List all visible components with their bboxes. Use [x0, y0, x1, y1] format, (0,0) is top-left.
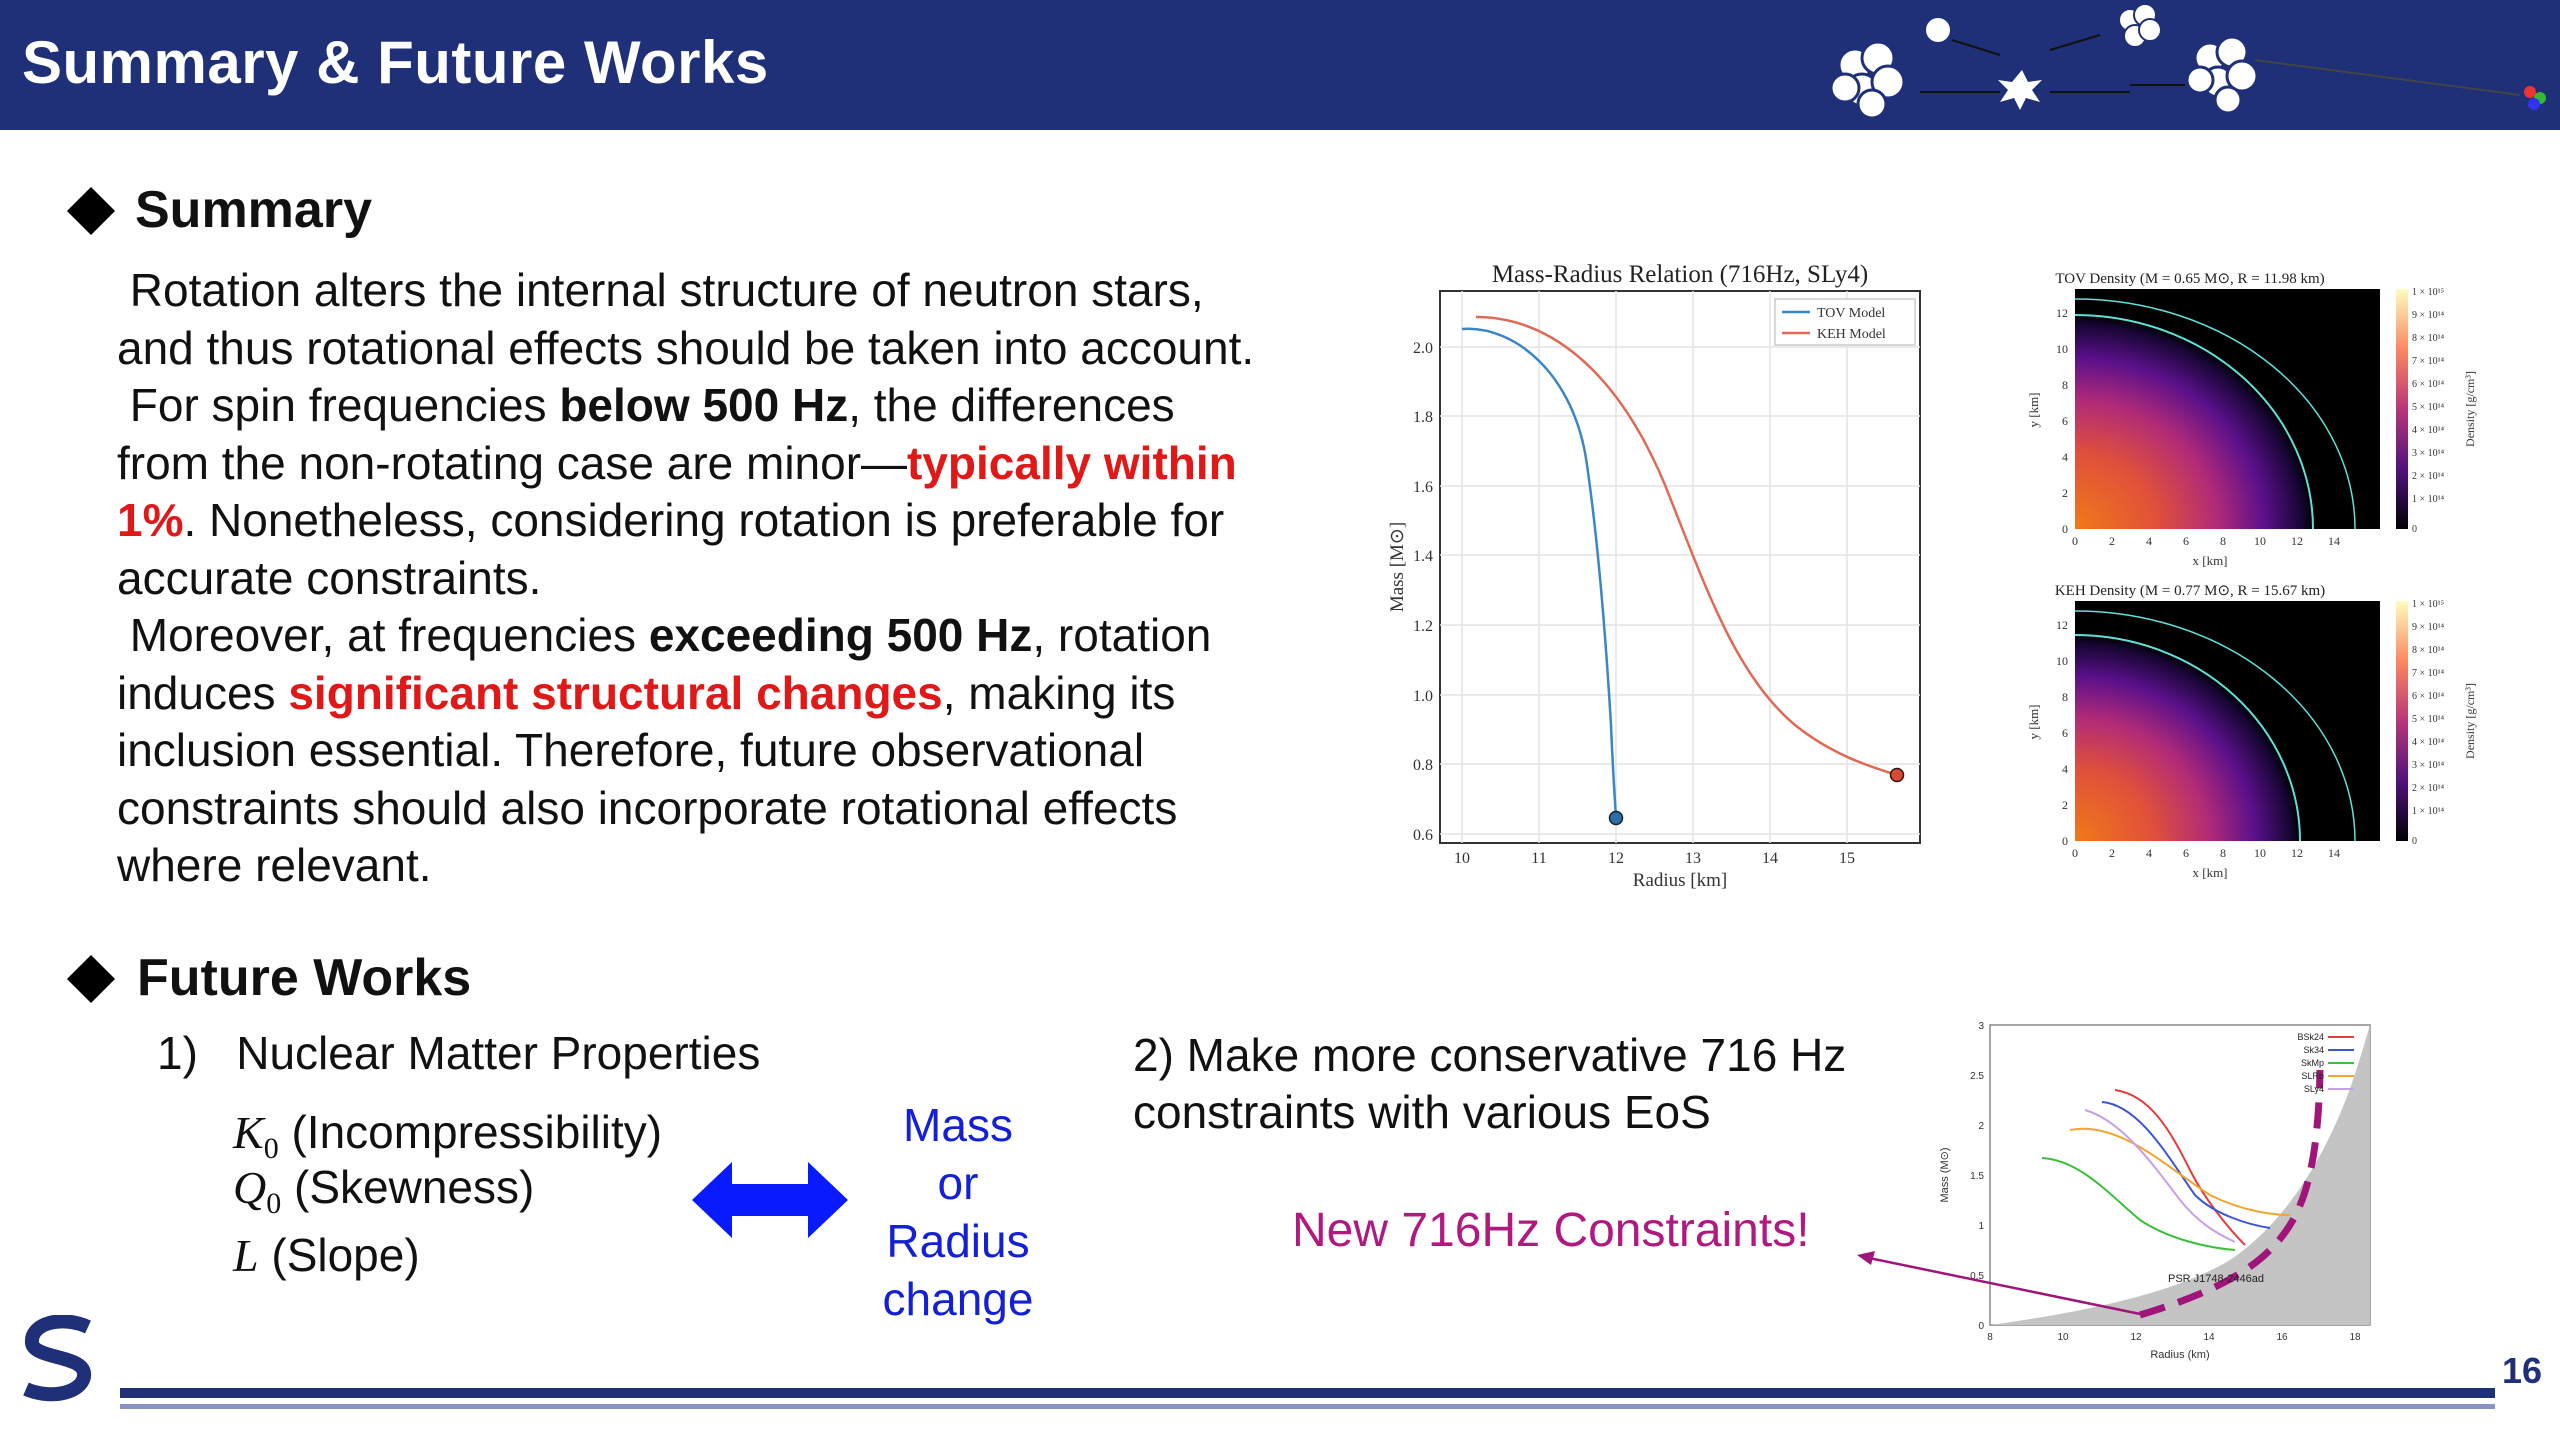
keh-xtick: 14	[2328, 846, 2340, 860]
tov-xtick: 2	[2109, 534, 2115, 548]
mr-ytick: 0.8	[1413, 757, 1433, 774]
mr-xlabel: Radius [km]	[1632, 870, 1728, 891]
tov-colorbar	[2396, 289, 2408, 529]
tov-ytick: 0	[2062, 522, 2068, 536]
tov-cbar-tick: 8 × 10¹⁴	[2412, 333, 2445, 344]
keh-xtick: 2	[2109, 846, 2115, 860]
new-constraints-label: New 716Hz Constraints!	[1292, 1204, 1810, 1257]
summary-line: where relevant.	[117, 839, 432, 891]
text-run: Moreover, at frequencies	[117, 609, 649, 661]
eos-legend-label: SkMp	[2300, 1058, 2324, 1068]
text-run: from the non-rotating case are minor—	[117, 436, 908, 489]
eos-ytick: 1.5	[1970, 1171, 1984, 1182]
eos-ytick: 0	[1978, 1321, 1984, 1332]
keh-ytick: 12	[2056, 618, 2068, 632]
mr-chart-title: Mass-Radius Relation (716Hz, SLy4)	[1491, 261, 1869, 288]
text-run: induces	[117, 666, 289, 719]
keh-cbar-tick: 8 × 10¹⁴	[2412, 645, 2445, 656]
eos-ytick: 2.5	[1970, 1071, 1984, 1082]
nuclear-reaction-illustration	[1800, 0, 2560, 130]
tov-cbar-tick: 2 × 10¹⁴	[2412, 471, 2445, 482]
tov-cbar-tick: 9 × 10¹⁴	[2412, 310, 2445, 321]
mr-ytick: 1.0	[1413, 688, 1433, 705]
keh-xtick: 10	[2254, 846, 2266, 860]
future-item-2-line2: constraints with various EoS	[1133, 1086, 1711, 1138]
keh-colorbar	[2396, 601, 2408, 841]
keh-cbar-tick: 1 × 10¹⁵	[2412, 599, 2445, 610]
eos-ytick: 1	[1978, 1221, 1984, 1232]
text-run: , making its	[942, 666, 1176, 719]
tov-xtick: 10	[2254, 534, 2266, 548]
keh-ytick: 2	[2062, 798, 2068, 812]
eos-xtick: 12	[2130, 1332, 2142, 1343]
mr-ytick: 1.8	[1413, 409, 1433, 426]
k0-label: (Incompressibility)	[278, 1106, 663, 1158]
mr-legend-tov: TOV Model	[1817, 306, 1886, 321]
k0-line	[233, 1105, 662, 1166]
eos-xtick: 16	[2276, 1332, 2288, 1343]
tov-ytick: 6	[2062, 414, 2068, 428]
future-item-1: 1) Nuclear Matter Properties	[157, 1027, 761, 1079]
summary-line: constraints should also incorporate rotational effects	[117, 781, 1178, 834]
mr-ytick: 0.6	[1413, 827, 1433, 844]
summary-line: accurate constraints.	[117, 551, 542, 604]
keh-cbar-tick: 1 × 10¹⁴	[2412, 806, 2445, 817]
eos-ytick: 2	[1978, 1121, 1984, 1132]
summary-line	[117, 492, 1347, 550]
q0-symbol	[233, 1162, 282, 1220]
q0-subscript: 0	[266, 1187, 282, 1220]
tov-ytick: 8	[2062, 378, 2068, 392]
keh-xtick: 8	[2220, 846, 2226, 860]
keh-colorbar-label: Density [g/cm³]	[2463, 683, 2477, 759]
future-works-heading: Future Works	[137, 949, 472, 1007]
keh-xtick: 0	[2072, 846, 2078, 860]
eos-xtick: 8	[1987, 1332, 1993, 1343]
page-number: 16	[2501, 1350, 2542, 1391]
mr-ytick: 1.4	[1413, 548, 1433, 565]
tov-cbar-tick: 3 × 10¹⁴	[2412, 448, 2445, 459]
mr-xtick: 14	[1762, 850, 1778, 867]
keh-cbar-tick: 3 × 10¹⁴	[2412, 760, 2445, 771]
eos-ytick: 3	[1978, 1021, 1984, 1032]
emphasis-below-500hz: below 500 Hz	[559, 379, 849, 431]
keh-endpoint-marker	[1891, 769, 1904, 782]
text-run: For spin frequencies	[117, 379, 560, 431]
mr-xtick: 13	[1685, 850, 1701, 867]
keh-cbar-tick: 2 × 10¹⁴	[2412, 783, 2445, 794]
keh-xlabel: x [km]	[2192, 865, 2228, 880]
eos-ytick: 0.5	[1970, 1271, 1984, 1282]
tov-colorbar-label: Density [g/cm³]	[2463, 371, 2477, 447]
summary-line	[117, 665, 1347, 723]
q0-letter: Q	[233, 1162, 267, 1213]
summary-line	[117, 607, 1347, 665]
keh-xtick: 12	[2291, 846, 2303, 860]
footer-rule	[120, 1388, 2495, 1398]
change-word: Radius	[886, 1215, 1030, 1267]
summary-bullet-icon	[67, 187, 115, 235]
mr-legend-keh: KEH Model	[1817, 327, 1886, 342]
mr-ytick: 1.2	[1413, 618, 1433, 635]
eos-legend-label: Sk34	[2303, 1045, 2324, 1055]
mr-xtick: 12	[1608, 850, 1624, 867]
tov-cbar-tick: 6 × 10¹⁴	[2412, 379, 2445, 390]
k0-symbol	[233, 1107, 279, 1165]
eos-legend-label: SLRb	[2301, 1071, 2324, 1081]
l-symbol: L	[233, 1230, 259, 1281]
mr-xtick: 10	[1454, 850, 1470, 867]
tov-ytick: 2	[2062, 486, 2068, 500]
keh-ytick: 4	[2062, 762, 2068, 776]
eos-xlabel: Radius (km)	[2150, 1349, 2210, 1361]
tov-xtick: 12	[2291, 534, 2303, 548]
change-word: change	[882, 1273, 1034, 1325]
q0-label: (Skewness)	[281, 1161, 535, 1213]
tov-cbar-tick: 1 × 10¹⁵	[2412, 287, 2445, 298]
mr-plot-area	[1440, 291, 1920, 843]
eos-xtick: 14	[2203, 1332, 2215, 1343]
emphasis-exceeding-500hz: exceeding 500 Hz	[648, 609, 1033, 661]
k0-letter: K	[233, 1107, 264, 1158]
mr-ytick: 2.0	[1413, 340, 1433, 357]
institution-logo	[22, 1315, 94, 1405]
change-word: Mass	[903, 1099, 1013, 1151]
keh-cbar-tick: 5 × 10¹⁴	[2412, 714, 2445, 725]
keh-ylabel: y [km]	[2026, 704, 2041, 740]
change-word: or	[937, 1157, 979, 1209]
slide-title: Summary & Future Works	[22, 29, 769, 96]
tov-cbar-tick: 5 × 10¹⁴	[2412, 402, 2445, 413]
tov-ytick: 4	[2062, 450, 2068, 464]
eos-legend-label: BSk24	[2297, 1032, 2324, 1042]
keh-cbar-tick: 6 × 10¹⁴	[2412, 691, 2445, 702]
k0-subscript: 0	[263, 1132, 279, 1165]
tov-ytick: 12	[2056, 306, 2068, 320]
keh-cbar-tick: 7 × 10¹⁴	[2412, 668, 2445, 679]
text-run: . Nonetheless, considering rotation is preferable for	[183, 494, 1225, 546]
text-run: , rotation	[1032, 609, 1212, 661]
keh-cbar-tick: 0	[2412, 836, 2417, 847]
tov-xtick: 4	[2146, 534, 2152, 548]
eos-legend-label: SLy4	[2303, 1084, 2324, 1094]
keh-cbar-tick: 4 × 10¹⁴	[2412, 737, 2445, 748]
text-run: , the differences	[848, 379, 1175, 431]
tov-cbar-tick: 7 × 10¹⁴	[2412, 356, 2445, 367]
pointer-arrow-icon	[1855, 1245, 2155, 1325]
keh-density-title: KEH Density (M = 0.77 M⊙, R = 15.67 km)	[2054, 583, 2326, 599]
tov-cbar-tick: 1 × 10¹⁴	[2412, 494, 2445, 505]
footer-rule-thin	[120, 1404, 2495, 1409]
summary-line: inclusion essential. Therefore, future observational	[117, 724, 1145, 776]
l-label: (Slope)	[258, 1229, 420, 1281]
density-plots	[2000, 255, 2520, 895]
summary-line: Rotation alters the internal structure of neutron stars,	[117, 264, 1204, 316]
future-bullet-icon	[67, 955, 115, 1003]
keh-ytick: 8	[2062, 690, 2068, 704]
tov-cbar-tick: 4 × 10¹⁴	[2412, 425, 2445, 436]
tov-xtick: 6	[2183, 534, 2189, 548]
keh-cbar-tick: 9 × 10¹⁴	[2412, 622, 2445, 633]
mr-xtick: 15	[1839, 850, 1855, 867]
tov-xtick: 14	[2328, 534, 2340, 548]
eos-annotation: PSR J1748-2446ad	[2168, 1273, 2265, 1285]
summary-line: and thus rotational effects should be taken into account.	[117, 321, 1255, 374]
tov-cbar-tick: 0	[2412, 524, 2417, 535]
eos-ylabel: Mass (M⊙)	[1939, 1147, 1951, 1203]
emphasis-typically-within: typically within	[907, 436, 1237, 489]
tov-endpoint-marker	[1610, 812, 1623, 825]
future-item-2-line1: 2) Make more conservative 716 Hz	[1133, 1029, 1847, 1081]
emphasis-one-percent: 1%	[117, 494, 184, 546]
summary-line	[117, 435, 1347, 493]
mr-ylabel: Mass [M⊙]	[1387, 521, 1408, 613]
l-line	[233, 1228, 420, 1282]
tov-xtick: 0	[2072, 534, 2078, 548]
tov-xlabel: x [km]	[2192, 553, 2228, 568]
eos-xtick: 10	[2057, 1332, 2069, 1343]
tov-density-title: TOV Density (M = 0.65 M⊙, R = 11.98 km)	[2055, 271, 2325, 287]
keh-ytick: 0	[2062, 834, 2068, 848]
summary-heading: Summary	[135, 181, 372, 239]
keh-ytick: 6	[2062, 726, 2068, 740]
summary-paragraph	[117, 262, 1347, 895]
keh-xtick: 6	[2183, 846, 2189, 860]
keh-xtick: 4	[2146, 846, 2152, 860]
eos-xtick: 18	[2349, 1332, 2361, 1343]
header-bar	[0, 0, 2560, 130]
tov-ylabel: y [km]	[2026, 392, 2041, 428]
mass-radius-chart	[1375, 255, 1935, 895]
emphasis-structural-changes: significant structural changes	[288, 666, 943, 719]
keh-ytick: 10	[2056, 654, 2068, 668]
q0-line	[233, 1160, 534, 1221]
tov-xtick: 8	[2220, 534, 2226, 548]
double-arrow-icon	[692, 1162, 848, 1238]
mr-ytick: 1.6	[1413, 479, 1433, 496]
mr-xtick: 11	[1531, 850, 1547, 867]
summary-line	[117, 377, 1347, 435]
tov-ytick: 10	[2056, 342, 2068, 356]
